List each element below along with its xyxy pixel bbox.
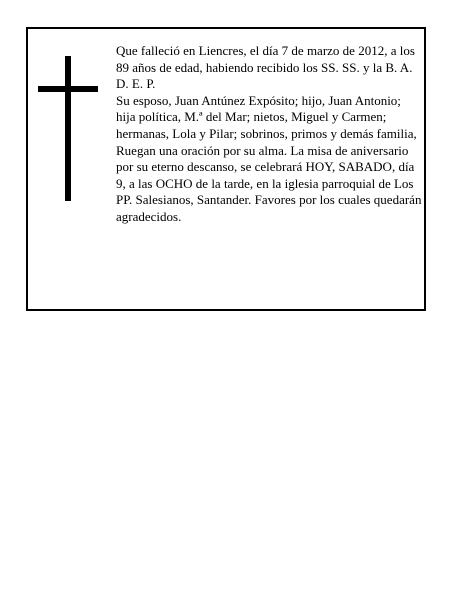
obituary-notice <box>26 27 426 311</box>
cross-horizontal-bar <box>38 86 98 92</box>
cross-vertical-bar <box>65 56 71 201</box>
notice-text <box>116 43 422 226</box>
death-announcement: Que falleció en Liencres, el día 7 de marzo de 2012, a los 89 años de edad, habiendo recibido los SS. SS. y la B. A. <box>116 43 415 75</box>
cross-icon <box>38 56 98 201</box>
rest-in-peace: D. E. P. <box>116 76 156 92</box>
family-members: Su esposo, Juan Antúnez Expósito; hijo, Juan Antonio; hija política, M.ª del Mar; nietos, Miguel y Carmen; hermanas, Lola y Pilar; sobrinos, primos y demás familia, <box>116 92 417 141</box>
mass-invitation: Ruegan una oración por su alma. La misa de aniversario por su eterno descanso, se celebrará HOY, SABADO, día 9, a las OCHO de la tarde, en la iglesia parroquial de Los PP. Salesianos, Santander. Favores por los cuales quedarán agradecidos. <box>116 142 422 224</box>
